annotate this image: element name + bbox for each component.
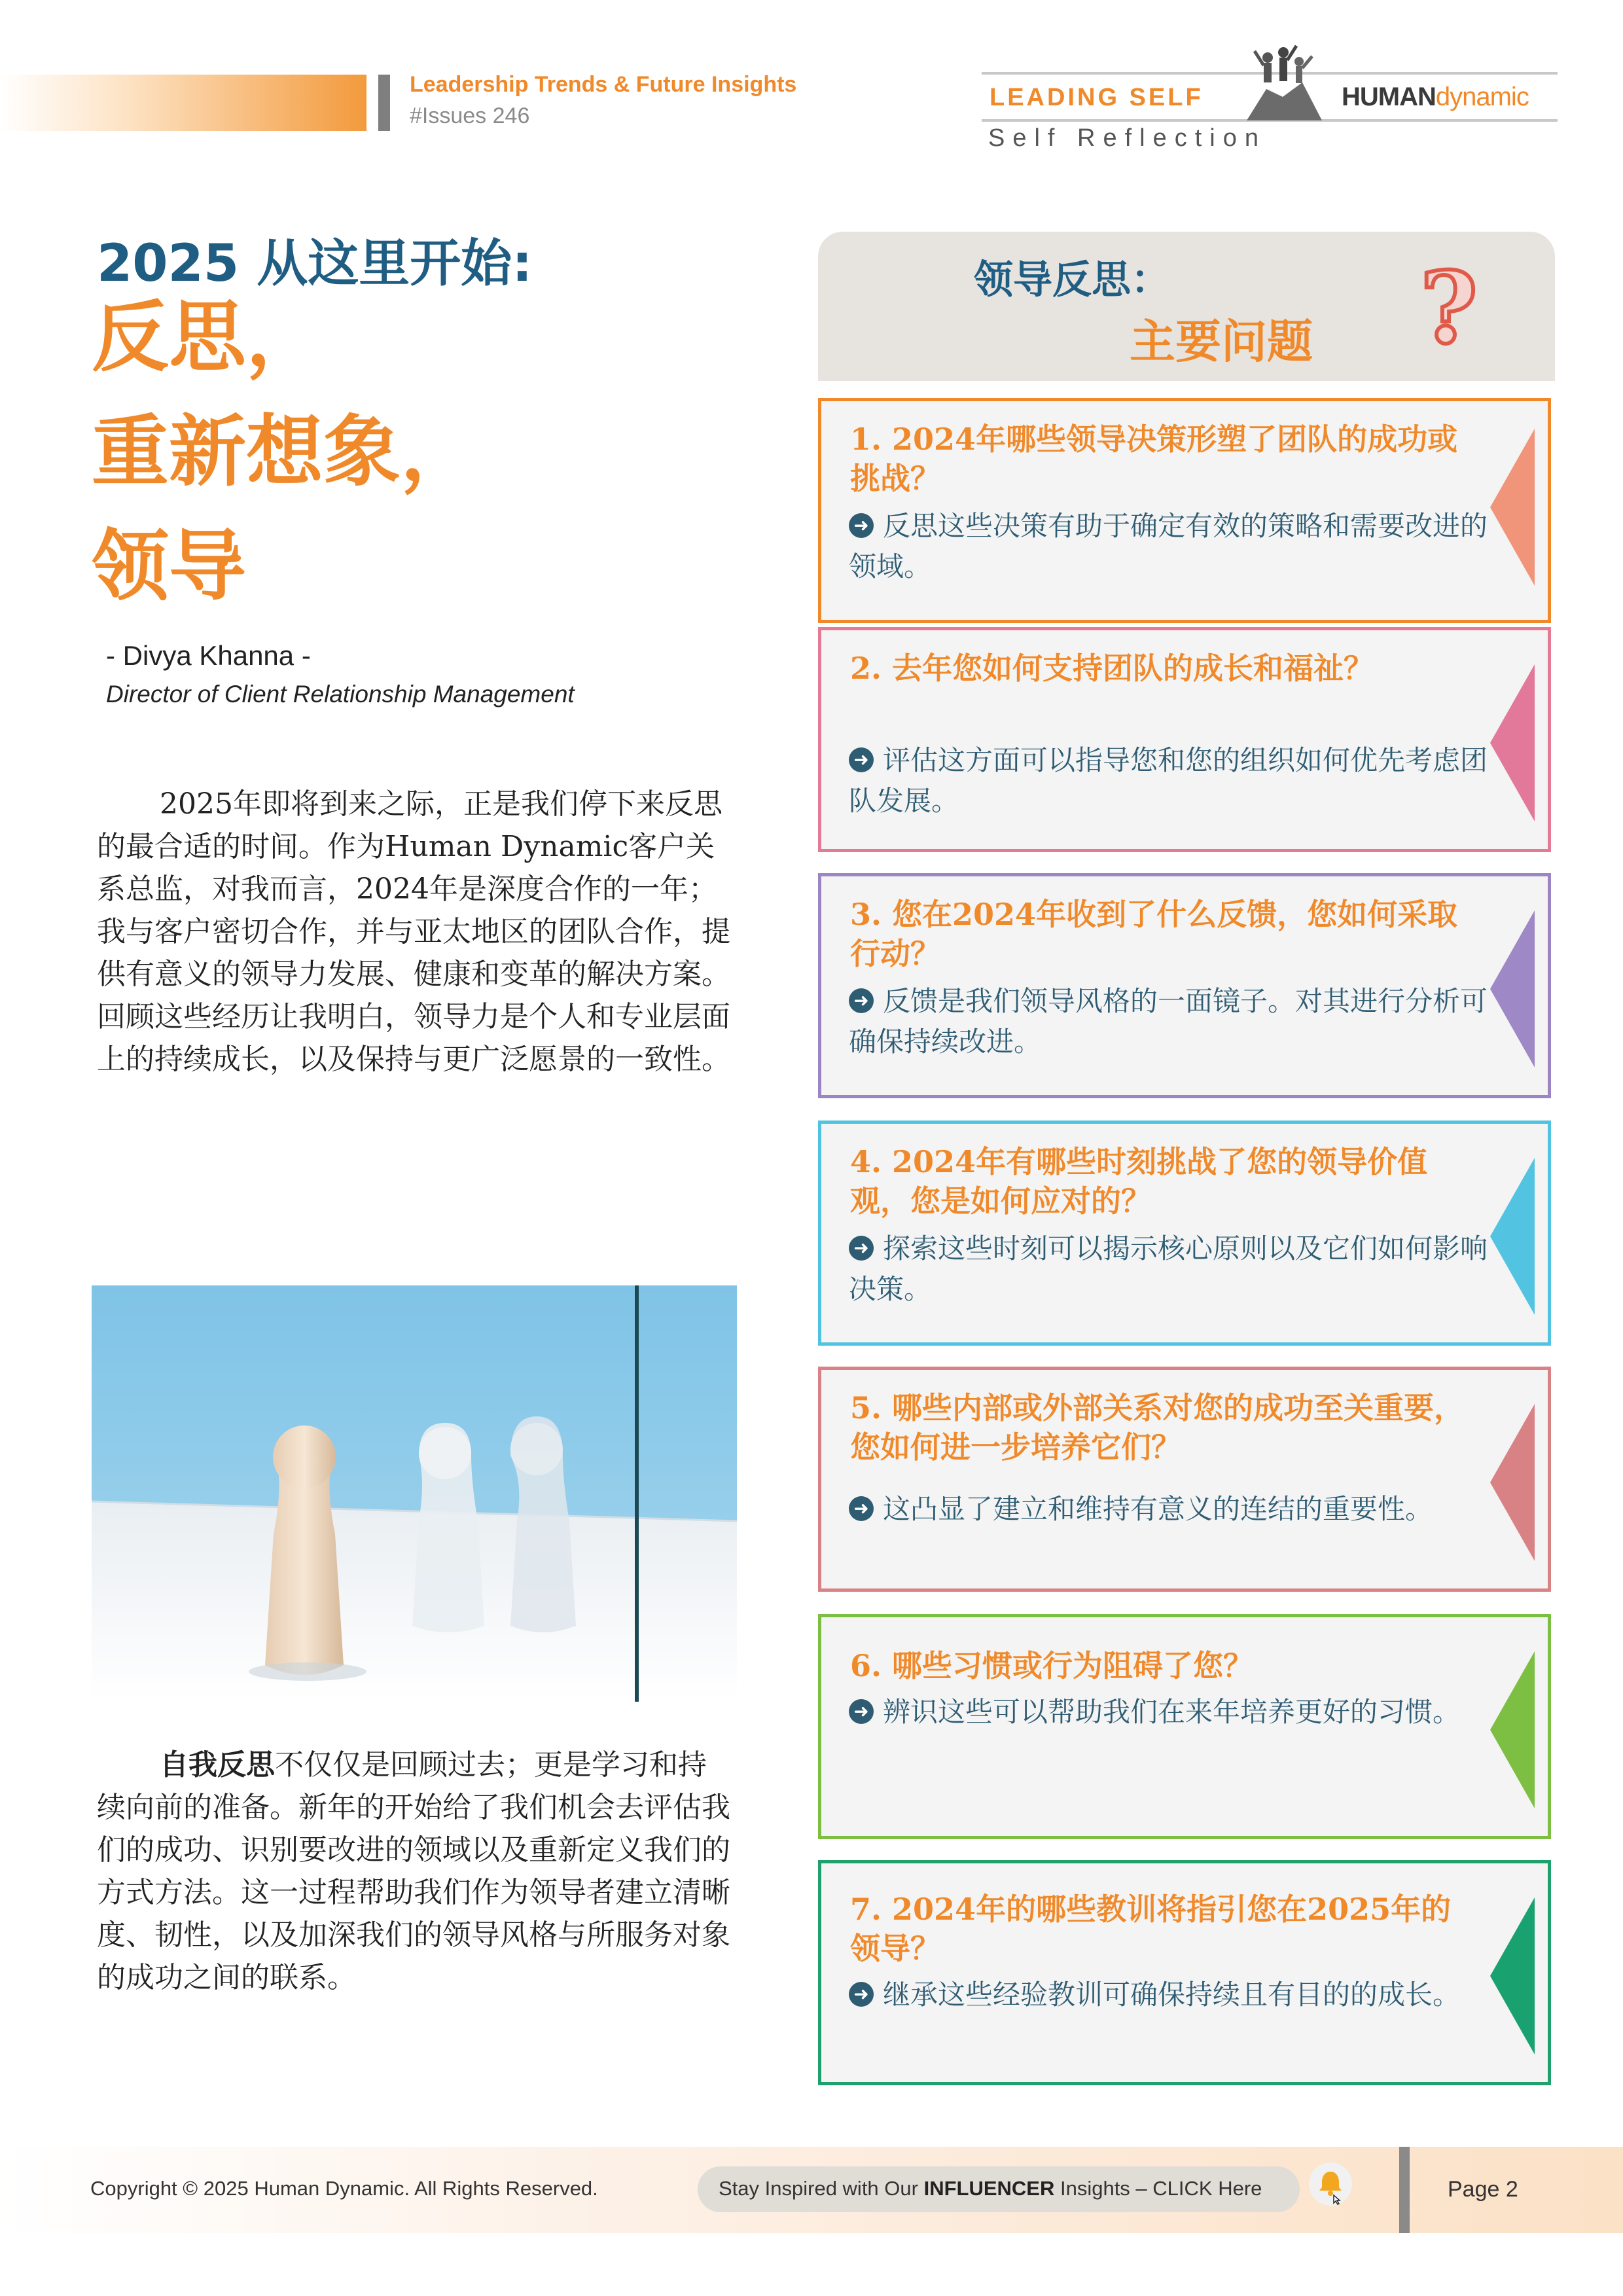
panel-heading-line-2: 主要问题 xyxy=(1130,314,1313,368)
question-text: 5. 哪些内部或外部关系对您的成功至关重要，您如何进一步培养它们？ xyxy=(850,1390,1465,1465)
team-summit-logo-icon xyxy=(1240,43,1325,120)
answer-text: ➜ 反馈是我们领导风格的一面镜子。对其进行分析可确保持续改进。 xyxy=(849,985,1488,1058)
question-card-4 xyxy=(818,1121,1551,1346)
card-accent-triangle xyxy=(1490,1651,1535,1808)
answer-text: ➜ 探索这些时刻可以揭示核心原则以及它们如何影响决策。 xyxy=(849,1232,1488,1305)
title-line-3: 领导 xyxy=(92,520,247,611)
question-card-7 xyxy=(818,1860,1551,2085)
question-text: 1. 2024年哪些领导决策形塑了团队的成功或挑战？ xyxy=(850,422,1458,496)
answer-text: ➜ 反思这些决策有助于确定有效的策略和需要改进的领域。 xyxy=(849,510,1488,583)
page-number: Page 2 xyxy=(1448,2177,1518,2202)
card-accent-triangle xyxy=(1490,910,1535,1067)
title-year-line: 2025 从这里开始: xyxy=(97,234,533,293)
question-text: 2. 去年您如何支持团队的成长和福祉？ xyxy=(850,651,1374,686)
header-accent-bar xyxy=(0,75,366,131)
mirror-figurines-photo xyxy=(92,1285,737,1702)
question-text: 4. 2024年有哪些时刻挑战了您的领导价值观，您是如何应对的？ xyxy=(850,1144,1428,1219)
question-card-2 xyxy=(818,627,1551,852)
card-accent-triangle xyxy=(1490,429,1535,586)
arrow-right-icon: ➜ xyxy=(849,1982,874,2007)
arrow-right-icon: ➜ xyxy=(849,513,874,538)
arrow-right-icon: ➜ xyxy=(849,1236,874,1261)
human-dynamic-logo: HUMANdynamic xyxy=(1342,82,1529,111)
question-mark-icon: ? xyxy=(1420,251,1478,366)
answer-text: ➜ 继承这些经验教训可确保持续且有目的的成长。 xyxy=(849,1975,1503,2015)
notification-bell-button[interactable] xyxy=(1309,2162,1352,2206)
arrow-right-icon: ➜ xyxy=(849,747,874,772)
author-role: Director of Client Relationship Management xyxy=(106,681,575,708)
question-card-5 xyxy=(818,1367,1551,1592)
question-text: 7. 2024年的哪些教训将指引您在2025年的领导？ xyxy=(850,1892,1452,1966)
answer-text: ➜ 评估这方面可以指导您和您的组织如何优先考虑团队发展。 xyxy=(849,744,1488,817)
question-text: 3. 您在2024年收到了什么反馈，您如何采取行动？ xyxy=(850,897,1458,971)
author-name: - Divya Khanna - xyxy=(106,640,311,671)
arrow-right-icon: ➜ xyxy=(849,988,874,1013)
question-card-1 xyxy=(818,398,1551,623)
question-card-6 xyxy=(818,1614,1551,1839)
card-accent-triangle xyxy=(1490,1897,1535,2054)
title-line-2: 重新想象， xyxy=(92,406,478,497)
answer-text: ➜ 这凸显了建立和维持有意义的连结的重要性。 xyxy=(849,1489,1503,1530)
series-title: Leadership Trends & Future Insights xyxy=(410,72,797,97)
bell-icon xyxy=(1309,2162,1352,2206)
panel-heading-line-1: 领导反思： xyxy=(974,257,1170,303)
footer-divider xyxy=(1399,2147,1410,2233)
copyright-text: Copyright © 2025 Human Dynamic. All Rights Reserved. xyxy=(90,2177,598,2200)
arrow-right-icon: ➜ xyxy=(849,1699,874,1724)
brand-section-label: LEADING SELF xyxy=(990,84,1204,111)
card-accent-triangle xyxy=(1490,1404,1535,1561)
question-text: 6. 哪些习惯或行为阻碍了您？ xyxy=(850,1648,1254,1683)
brand-subtitle: Self Reflection xyxy=(988,124,1267,152)
card-accent-triangle xyxy=(1490,1158,1535,1315)
card-accent-triangle xyxy=(1490,664,1535,821)
intro-paragraph: 2025年即将到来之际，正是我们停下来反思的最合适的时间。作为Human Dynamic客户关系总监，对我而言，2024年是深度合作的一年；我与客户密切合作，并与亚太地区的团队合作，提供有意义的领导力发展、健康和变革的解决方案。回顾这些经历让我明白，领导力是个人和专业层面上的持续成长，以及保持与更广泛愿景的一致性。 xyxy=(97,787,730,1076)
question-card-3 xyxy=(818,873,1551,1098)
arrow-right-icon: ➜ xyxy=(849,1496,874,1521)
influencer-insights-link-text[interactable]: Stay Inspired with Our INFLUENCER Insights – CLICK Here xyxy=(719,2177,1262,2200)
reflection-paragraph: 自我反思不仅仅是回顾过去；更是学习和持续向前的准备。新年的开始给了我们机会去评估我们的成功、识别要改进的领域以及重新定义我们的方式方法。这一过程帮助我们作为领导者建立清晰度、韧性，以及加深我们的领导风格与所服务对象的成功之间的联系。 xyxy=(97,1748,730,1994)
header-divider xyxy=(378,75,390,131)
issue-number: #Issues 246 xyxy=(410,103,530,128)
title-line-1: 反思， xyxy=(92,291,324,382)
answer-text: ➜ 辨识这些可以帮助我们在来年培养更好的习惯。 xyxy=(849,1692,1503,1732)
